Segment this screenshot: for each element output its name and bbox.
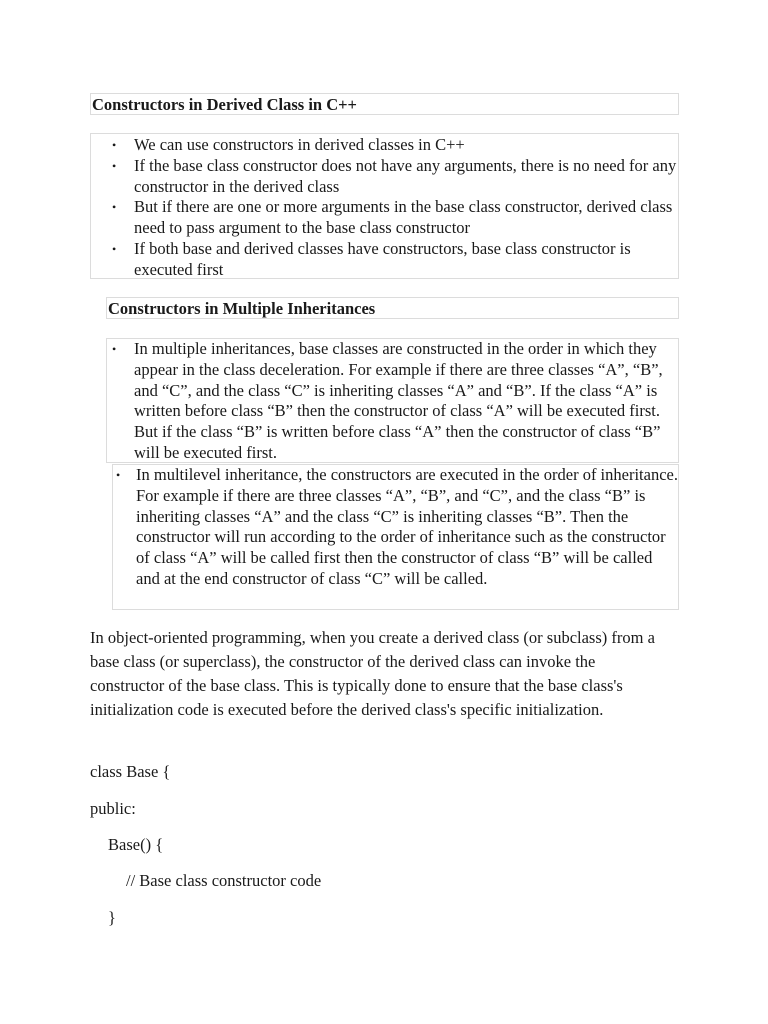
code-comment-line: // Base class constructor code	[126, 871, 322, 890]
derived-class-bullet-list	[91, 135, 679, 281]
list-item: • But if there are one or more arguments in the base class constructor, derived class need to pass argument to the base class constructor	[112, 197, 673, 238]
list-item: • In multilevel inheritance, the constructors are executed in the order of inheritance. For example if there are three classes “A”, “B”, and “C”, and the class “B” is inheriting classes “A” and the class “C” is inheriting classes “B”. Then the constructor will run according to the order of inheritance such as the constructor of class “A” will be called first then the constructor of class “B” will be called and at the end constructor of class “C” will be called.	[116, 465, 678, 588]
heading-constructors-derived-class-box	[90, 93, 679, 115]
code-line: }	[108, 908, 116, 927]
bullet-icon: •	[112, 138, 117, 152]
list-item: • If both base and derived classes have constructors, base class constructor is executed first	[112, 238, 631, 279]
list-item: • In multiple inheritances, base classes are constructed in the order in which they appear in the class deceleration. For example if there are three classes “A”, “B”, and “C”, and the class “C” is inheriting classes “A” and “B”. If the class “A” is written before class “B” then the constructor of class “A” will be executed first. But if the class “B” is written before class “A” then the constructor of class “B” will be executed first.	[112, 339, 663, 462]
code-line: Base() {	[108, 835, 164, 854]
heading-multiple-inheritances-box	[106, 297, 679, 319]
derived-class-bullet-list-box	[90, 133, 679, 279]
bullet-icon: •	[112, 342, 117, 356]
heading-multiple-inheritances: Constructors in Multiple Inheritances	[108, 299, 376, 318]
bullet-icon: •	[112, 241, 117, 256]
bullet-icon: •	[112, 158, 117, 173]
bullet-icon: •	[116, 468, 121, 482]
list-item: • We can use constructors in derived classes in C++	[112, 135, 465, 154]
heading-constructors-derived-class: Constructors in Derived Class in C++	[92, 95, 357, 114]
body-paragraph: In object-oriented programming, when you create a derived class (or subclass) from a base class (or superclass), the constructor of the derived class can invoke the constructor of the base class. This is typically done to ensure that the base class's initialization code is executed before the derived class's specific initialization.	[90, 628, 655, 719]
code-line: public:	[90, 799, 136, 818]
multilevel-inheritance-item-box	[112, 464, 679, 610]
bullet-icon: •	[112, 200, 117, 215]
multiple-inheritance-item-box	[106, 338, 679, 463]
list-item: • If the base class constructor does not have any arguments, there is no need for any constructor in the derived class	[112, 155, 677, 196]
code-line: class Base {	[90, 762, 171, 781]
